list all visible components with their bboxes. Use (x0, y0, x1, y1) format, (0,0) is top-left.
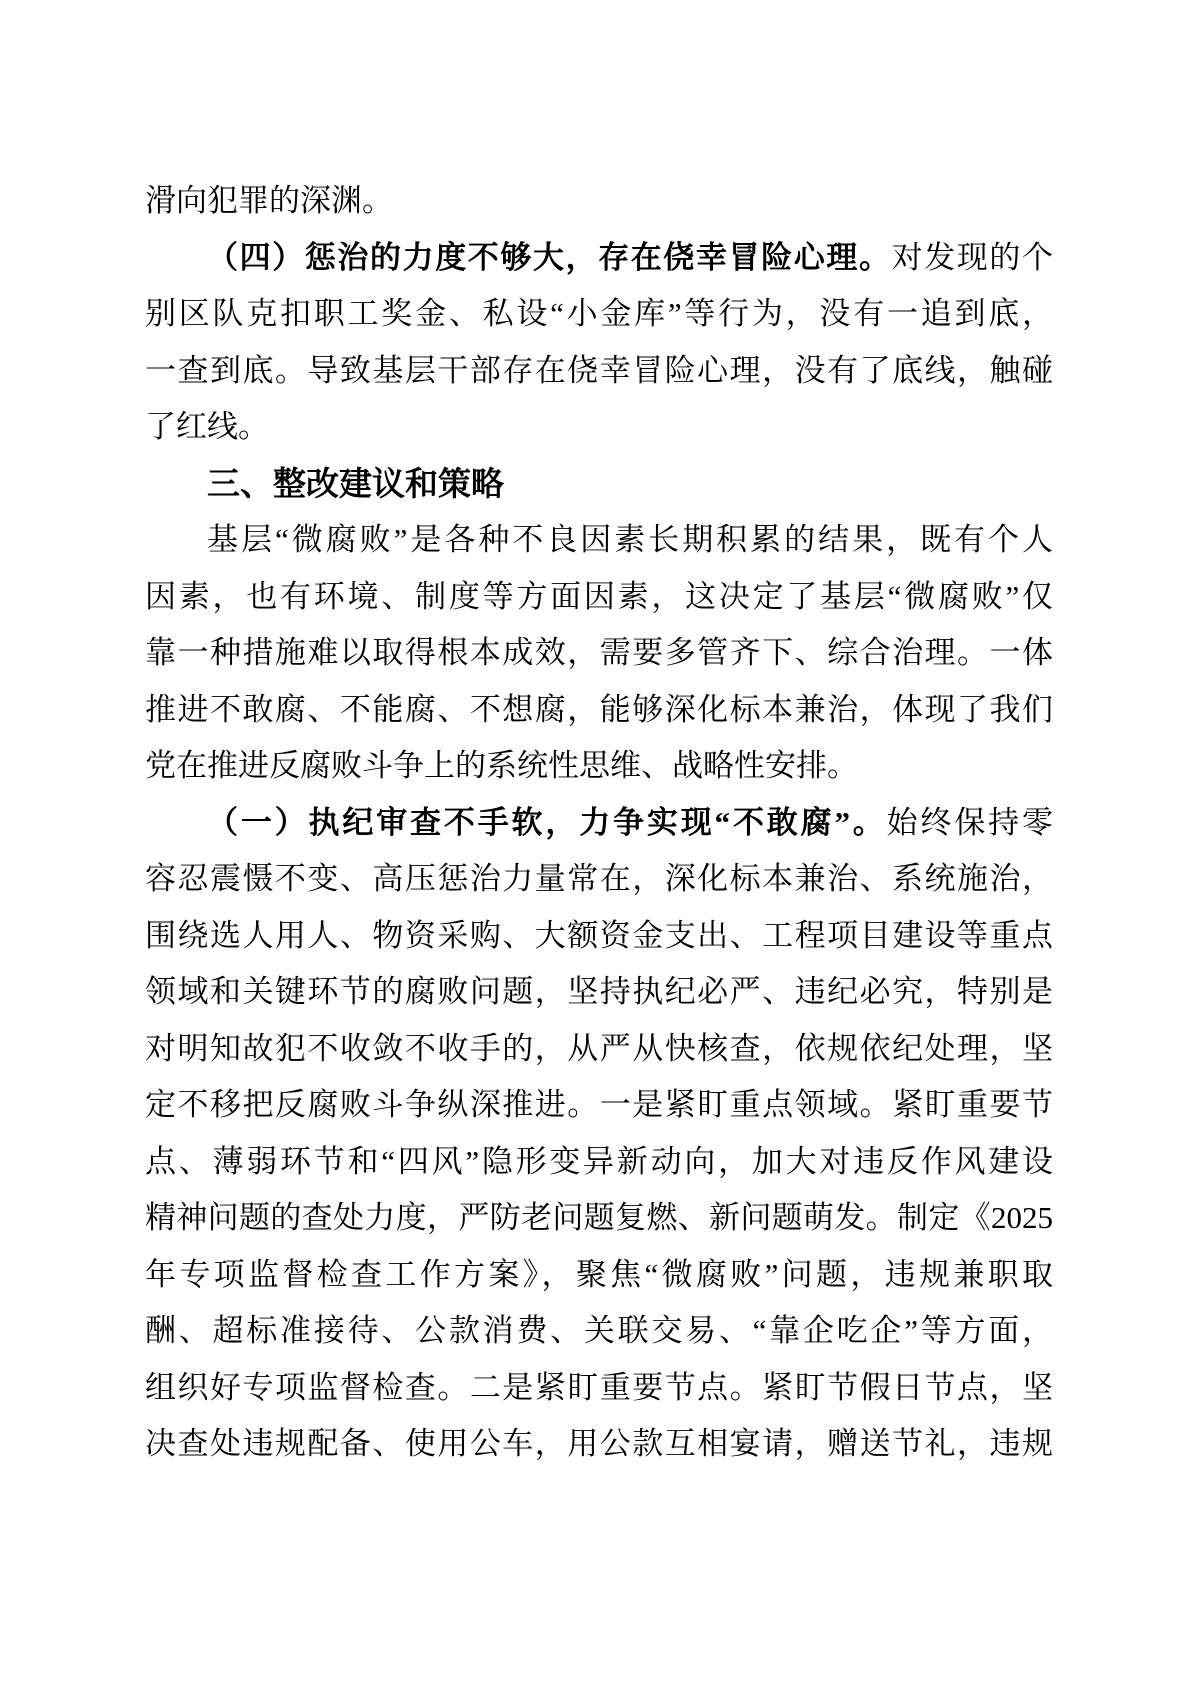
text-run: 基层“微腐败”是各种不良因素长期积累的结果，既有个人 (207, 522, 1053, 557)
text-line (145, 173, 1053, 230)
text-run: 始终保持零 (886, 804, 1054, 840)
text-line (145, 964, 1053, 1021)
paragraph-item-one (145, 795, 1053, 1473)
text-run: 领域和关键环节的腐败问题，坚持执纪必严、违纪必究，特别是 (145, 974, 1053, 1009)
bold-text-run: 三、整改建议和策略 (207, 464, 504, 502)
text-line (145, 512, 1053, 569)
text-line (145, 399, 1053, 456)
text-run: 组织好专项监督检查。二是紧盯重要节点。紧盯节假日节点，坚 (145, 1369, 1053, 1405)
text-run: 酬、超标准接待、公款消费、关联交易、“靠企吃企”等方面， (145, 1313, 1053, 1348)
paragraph-section-intro (145, 512, 1053, 795)
text-run: 对明知故犯不收敛不收手的，从严从快核查，依规依纪处理，坚 (145, 1030, 1053, 1066)
text-run: 一查到底。导致基层干部存在侥幸冒险心理，没有了底线，触碰 (145, 352, 1053, 388)
text-run: 围绕选人用人、物资采购、大额资金支出、工程项目建设等重点 (145, 917, 1053, 953)
text-line (145, 569, 1053, 626)
text-line (145, 908, 1053, 965)
text-line (145, 1077, 1053, 1134)
text-run: 了红线。 (145, 409, 269, 444)
text-run: 滑向犯罪的深渊。 (145, 183, 393, 218)
text-line (145, 738, 1053, 795)
paragraph-item-four (145, 230, 1053, 456)
text-line (145, 1190, 1053, 1247)
text-line (145, 230, 1053, 287)
text-line (145, 795, 1053, 852)
text-line (145, 1134, 1053, 1191)
paragraph-continuation (145, 173, 1053, 230)
text-line (145, 1247, 1053, 1304)
text-line (145, 286, 1053, 343)
text-run: 党在推进反腐败斗争上的系统性思维、战略性安排。 (145, 748, 858, 783)
text-run: 年专项监督检查工作方案》，聚焦“微腐败”问题，违规兼职取 (145, 1256, 1053, 1292)
text-run: 因素，也有环境、制度等方面因素，这决定了基层“微腐败”仅 (145, 578, 1053, 614)
text-run: 别区队克扣职工奖金、私设“小金库”等行为，没有一追到底， (145, 296, 1053, 331)
bold-text-run: （一）执纪审查不手软，力争实现“不敢腐”。 (207, 804, 887, 840)
text-line (145, 1360, 1053, 1417)
text-run: 决查处违规配备、使用公车，用公款互相宴请，赠送节礼，违规 (145, 1426, 1053, 1461)
text-line (145, 851, 1053, 908)
text-line (145, 1416, 1053, 1473)
bold-text-run: （四）惩治的力度不够大，存在侥幸冒险心理。 (207, 239, 892, 275)
text-line (145, 343, 1053, 400)
text-line (145, 456, 1053, 513)
text-run: 定不移把反腐败斗争纵深推进。一是紧盯重点领域。紧盯重要节 (145, 1087, 1053, 1122)
text-run: 精神问题的查处力度，严防老问题复燃、新问题萌发。制定《2025 (145, 1200, 1053, 1235)
text-run: 对发现的个 (891, 239, 1054, 275)
section-heading-three (145, 456, 1053, 513)
text-run: 容忍震慑不变、高压惩治力量常在，深化标本兼治、系统施治， (145, 861, 1053, 896)
text-run: 点、薄弱环节和“四风”隐形变异新动向，加大对违反作风建设 (145, 1143, 1053, 1179)
text-line (145, 1303, 1053, 1360)
text-line (145, 682, 1053, 739)
text-line (145, 1021, 1053, 1078)
text-run: 推进不敢腐、不能腐、不想腐，能够深化标本兼治，体现了我们 (145, 691, 1053, 727)
text-run: 靠一种措施难以取得根本成效，需要多管齐下、综合治理。一体 (145, 635, 1053, 670)
document-content (145, 173, 1053, 1473)
text-line (145, 625, 1053, 682)
